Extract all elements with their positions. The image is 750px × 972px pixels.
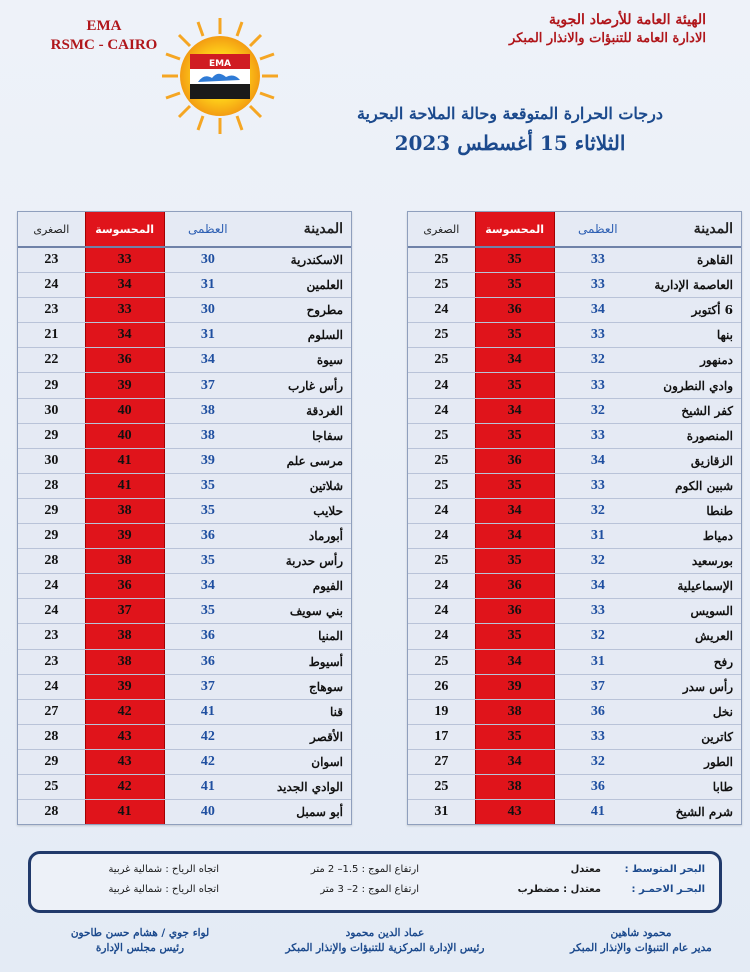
max-temp-cell: 37: [590, 678, 605, 694]
table-row: [18, 323, 351, 348]
table-row: [408, 800, 741, 824]
city-cell: بنها: [716, 328, 733, 343]
table-row: [18, 348, 351, 373]
city-cell: رأس حدربة: [285, 554, 343, 569]
min-temp-cell: 25: [434, 779, 449, 795]
organization-name: [509, 12, 706, 46]
signature-name: لواء جوي / هشام حسن طاحون: [70, 927, 210, 939]
feels-like-cell: 38: [85, 549, 165, 573]
min-temp-cell: 24: [434, 603, 449, 619]
table-row: [18, 574, 351, 599]
feels-like-cell: 39: [85, 675, 165, 699]
city-cell: طنطا: [706, 503, 733, 518]
feels-like-cell: 41: [85, 449, 165, 473]
feels-like-cell: 43: [85, 750, 165, 774]
header-max: العظمى: [188, 222, 228, 236]
feels-like-cell: 35: [475, 373, 555, 397]
sea-state: معتدل: [570, 864, 601, 875]
max-temp-cell: 32: [590, 628, 605, 644]
header-min: الصغرى: [33, 222, 70, 236]
table-row: [408, 474, 741, 499]
table-row: [408, 675, 741, 700]
max-temp-cell: 35: [200, 477, 215, 493]
max-temp-cell: 32: [590, 402, 605, 418]
max-temp-cell: 31: [200, 277, 215, 293]
city-cell: الغردقة: [306, 403, 343, 418]
table-row: [408, 725, 741, 750]
table-row: [18, 524, 351, 549]
min-temp-cell: 29: [44, 427, 59, 443]
city-cell: بورسعيد: [691, 554, 733, 569]
max-temp-cell: 34: [590, 452, 605, 468]
min-temp-cell: 19: [434, 703, 449, 719]
city-cell: سوهاج: [309, 679, 343, 694]
feels-like-cell: 35: [475, 725, 555, 749]
min-temp-cell: 25: [434, 277, 449, 293]
min-temp-cell: 31: [434, 804, 449, 820]
min-temp-cell: 27: [44, 703, 59, 719]
min-temp-cell: 27: [434, 753, 449, 769]
header-max: العظمى: [578, 222, 618, 236]
city-cell: المنصورة: [686, 428, 733, 443]
wave-height: ارتفاع الموج : 1.5– 2 متر: [310, 864, 419, 875]
city-cell: السلوم: [307, 328, 343, 343]
max-temp-cell: 33: [590, 277, 605, 293]
table-header: [408, 212, 741, 248]
feels-like-cell: 35: [475, 273, 555, 297]
feels-like-cell: 38: [85, 499, 165, 523]
feels-like-cell: 36: [85, 574, 165, 598]
wind-direction: اتجاه الرياح : شمالية غربية: [108, 864, 219, 875]
sea-name: البحر المتوسط :: [624, 864, 705, 875]
max-temp-cell: 32: [590, 502, 605, 518]
city-cell: دمياط: [702, 529, 733, 544]
table-row: [18, 449, 351, 474]
max-temp-cell: 36: [200, 628, 215, 644]
feels-like-cell: 35: [475, 549, 555, 573]
feels-like-cell: 39: [475, 675, 555, 699]
feels-like-cell: 43: [475, 800, 555, 824]
feels-like-cell: 35: [475, 424, 555, 448]
max-temp-cell: 32: [590, 753, 605, 769]
header-city: المدينة: [693, 221, 733, 237]
min-temp-cell: 29: [44, 377, 59, 393]
table-row: [408, 399, 741, 424]
city-cell: كاترين: [701, 729, 733, 744]
city-cell: الزقازيق: [690, 453, 733, 468]
city-cell: دمنهور: [700, 353, 733, 368]
feels-like-cell: 34: [475, 650, 555, 674]
table-row: [408, 424, 741, 449]
max-temp-cell: 36: [200, 528, 215, 544]
table-row: [408, 549, 741, 574]
table-row: [18, 675, 351, 700]
max-temp-cell: 42: [200, 753, 215, 769]
feels-like-cell: 39: [85, 373, 165, 397]
min-temp-cell: 28: [44, 553, 59, 569]
feels-like-cell: 41: [85, 800, 165, 824]
table-header: [18, 212, 351, 248]
max-temp-cell: 31: [590, 653, 605, 669]
feels-like-cell: 34: [85, 323, 165, 347]
feels-like-cell: 34: [85, 273, 165, 297]
table-row: [408, 750, 741, 775]
max-temp-cell: 33: [590, 427, 605, 443]
max-temp-cell: 36: [200, 653, 215, 669]
feels-like-cell: 36: [475, 574, 555, 598]
city-cell: الأقصر: [310, 729, 343, 744]
feels-like-cell: 36: [85, 348, 165, 372]
sea-row-mediterranean: [31, 864, 719, 884]
table-row: [408, 323, 741, 348]
min-temp-cell: 23: [44, 653, 59, 669]
max-temp-cell: 33: [590, 252, 605, 268]
table-row: [408, 624, 741, 649]
signature-central-director: [270, 927, 500, 954]
max-temp-cell: 33: [590, 327, 605, 343]
table-row: [18, 624, 351, 649]
feels-like-cell: 36: [475, 449, 555, 473]
feels-like-cell: 35: [475, 474, 555, 498]
max-temp-cell: 40: [200, 804, 215, 820]
max-temp-cell: 34: [590, 302, 605, 318]
max-temp-cell: 32: [590, 553, 605, 569]
signature-chairman: [40, 927, 240, 954]
min-temp-cell: 25: [434, 352, 449, 368]
max-temp-cell: 35: [200, 553, 215, 569]
ema-logo-icon: [160, 16, 280, 136]
wave-height: ارتفاع الموج : 2– 3 متر: [320, 884, 419, 895]
city-cell: العريش: [694, 629, 733, 644]
min-temp-cell: 29: [44, 753, 59, 769]
max-temp-cell: 41: [200, 703, 215, 719]
table-row: [18, 775, 351, 800]
feels-like-cell: 38: [85, 624, 165, 648]
feels-like-cell: 36: [475, 599, 555, 623]
feels-like-cell: 42: [85, 700, 165, 724]
max-temp-cell: 36: [590, 703, 605, 719]
min-temp-cell: 29: [44, 528, 59, 544]
table-row: [408, 650, 741, 675]
city-cell: أبورماد: [308, 529, 343, 544]
feels-like-cell: 39: [85, 524, 165, 548]
city-cell: 6 أكتوبر: [691, 303, 733, 318]
signature-name: عماد الدين محمود: [345, 927, 425, 939]
max-temp-cell: 34: [200, 352, 215, 368]
table-row: [18, 248, 351, 273]
city-cell: نخل: [712, 704, 733, 719]
city-cell: الوادي الجديد: [276, 780, 343, 795]
max-temp-cell: 37: [200, 377, 215, 393]
city-cell: رفح: [713, 654, 733, 669]
table-row: [408, 574, 741, 599]
max-temp-cell: 35: [200, 502, 215, 518]
min-temp-cell: 25: [434, 653, 449, 669]
max-temp-cell: 33: [590, 728, 605, 744]
min-temp-cell: 24: [44, 603, 59, 619]
city-cell: حلايب: [313, 503, 343, 518]
table-row: [408, 599, 741, 624]
rsmc-label: RSMC - CAIRO: [50, 37, 158, 53]
city-cell: شبين الكوم: [675, 478, 733, 493]
ema-label: EMA: [86, 18, 122, 34]
table-row: [18, 399, 351, 424]
feels-like-cell: 38: [475, 700, 555, 724]
table-row: [18, 474, 351, 499]
max-temp-cell: 39: [200, 452, 215, 468]
city-cell: العلمين: [306, 278, 343, 293]
city-cell: مطروح: [306, 303, 343, 318]
max-temp-cell: 37: [200, 678, 215, 694]
feels-like-cell: 33: [85, 298, 165, 322]
min-temp-cell: 25: [434, 477, 449, 493]
max-temp-cell: 30: [200, 302, 215, 318]
city-cell: سيوة: [316, 353, 343, 368]
table-row: [408, 373, 741, 398]
min-temp-cell: 24: [434, 578, 449, 594]
table-row: [18, 599, 351, 624]
feels-like-cell: 38: [475, 775, 555, 799]
feels-like-cell: 34: [475, 499, 555, 523]
feels-like-cell: 41: [85, 474, 165, 498]
sea-name: البحـر الاحمـر :: [631, 884, 705, 895]
min-temp-cell: 28: [44, 728, 59, 744]
min-temp-cell: 25: [434, 327, 449, 343]
min-temp-cell: 28: [44, 477, 59, 493]
max-temp-cell: 35: [200, 603, 215, 619]
min-temp-cell: 28: [44, 804, 59, 820]
city-cell: أبو سمبل: [296, 805, 343, 820]
max-temp-cell: 41: [590, 804, 605, 820]
header-min: الصغرى: [423, 222, 460, 236]
min-temp-cell: 25: [434, 252, 449, 268]
signature-forecast-director: [546, 927, 736, 954]
table-row: [18, 298, 351, 323]
table-row: [18, 373, 351, 398]
table-row: [18, 549, 351, 574]
city-cell: القاهرة: [697, 253, 733, 268]
city-cell: سفاجا: [312, 428, 343, 443]
min-temp-cell: 24: [44, 678, 59, 694]
feels-like-cell: 38: [85, 650, 165, 674]
header-feel: المحسوسة: [85, 212, 165, 246]
city-cell: كفر الشيخ: [681, 403, 733, 418]
title-date: الثلاثاء 15 أغسطس 2023: [394, 131, 626, 155]
min-temp-cell: 24: [434, 377, 449, 393]
logo-text: EMA: [208, 59, 232, 69]
max-temp-cell: 38: [200, 427, 215, 443]
min-temp-cell: 30: [44, 452, 59, 468]
page-title: [300, 104, 720, 155]
table-row: [408, 524, 741, 549]
forecast-table-left: [17, 211, 352, 825]
city-cell: بني سويف: [289, 604, 343, 619]
min-temp-cell: 25: [434, 427, 449, 443]
city-cell: قنا: [329, 704, 343, 719]
city-cell: السويس: [690, 604, 733, 619]
city-cell: العاصمة الإدارية: [654, 278, 733, 293]
min-temp-cell: 24: [434, 502, 449, 518]
city-cell: أسيوط: [308, 654, 343, 669]
min-temp-cell: 25: [434, 553, 449, 569]
min-temp-cell: 29: [44, 502, 59, 518]
table-row: [18, 725, 351, 750]
table-row: [18, 650, 351, 675]
feels-like-cell: 42: [85, 775, 165, 799]
min-temp-cell: 21: [44, 327, 59, 343]
min-temp-cell: 24: [44, 277, 59, 293]
ema-heading: [44, 18, 164, 54]
wind-direction: اتجاه الرياح : شمالية غربية: [108, 884, 219, 895]
table-row: [18, 499, 351, 524]
feels-like-cell: 33: [85, 248, 165, 272]
sea-row-red-sea: [31, 884, 719, 904]
table-row: [18, 700, 351, 725]
max-temp-cell: 34: [590, 578, 605, 594]
feels-like-cell: 34: [475, 348, 555, 372]
signature-name: محمود شاهين: [610, 927, 672, 939]
city-cell: شرم الشيخ: [675, 805, 733, 820]
table-row: [408, 248, 741, 273]
min-temp-cell: 23: [44, 252, 59, 268]
city-cell: الإسماعيلية: [677, 579, 733, 594]
min-temp-cell: 17: [434, 728, 449, 744]
feels-like-cell: 43: [85, 725, 165, 749]
org-line-1: الهيئة العامة للأرصاد الجوية: [549, 12, 706, 28]
max-temp-cell: 32: [590, 352, 605, 368]
min-temp-cell: 24: [44, 578, 59, 594]
table-row: [18, 750, 351, 775]
sea-state-box: [28, 851, 722, 913]
forecast-table-right: [407, 211, 742, 825]
table-row: [408, 775, 741, 800]
city-cell: مرسى علم: [286, 453, 343, 468]
city-cell: رأس سدر: [682, 679, 733, 694]
feels-like-cell: 34: [475, 750, 555, 774]
city-cell: اسوان: [311, 754, 343, 769]
max-temp-cell: 33: [590, 477, 605, 493]
table-row: [408, 273, 741, 298]
max-temp-cell: 38: [200, 402, 215, 418]
max-temp-cell: 33: [590, 603, 605, 619]
max-temp-cell: 33: [590, 377, 605, 393]
max-temp-cell: 31: [200, 327, 215, 343]
table-row: [408, 499, 741, 524]
feels-like-cell: 35: [475, 323, 555, 347]
min-temp-cell: 26: [434, 678, 449, 694]
city-cell: رأس غارب: [288, 378, 343, 393]
feels-like-cell: 40: [85, 399, 165, 423]
city-cell: الاسكندرية: [290, 253, 343, 268]
table-row: [18, 424, 351, 449]
feels-like-cell: 35: [475, 624, 555, 648]
feels-like-cell: 34: [475, 399, 555, 423]
min-temp-cell: 24: [434, 402, 449, 418]
table-row: [408, 700, 741, 725]
table-row: [18, 800, 351, 824]
min-temp-cell: 23: [44, 628, 59, 644]
feels-like-cell: 34: [475, 524, 555, 548]
max-temp-cell: 36: [590, 779, 605, 795]
city-cell: المنيا: [318, 629, 343, 644]
max-temp-cell: 41: [200, 779, 215, 795]
signature-role: رئيس مجلس الإدارة: [95, 942, 185, 954]
feels-like-cell: 35: [475, 248, 555, 272]
table-row: [408, 449, 741, 474]
min-temp-cell: 24: [434, 528, 449, 544]
table-row: [18, 273, 351, 298]
table-row: [408, 348, 741, 373]
city-cell: شلاتين: [309, 478, 343, 493]
min-temp-cell: 23: [44, 302, 59, 318]
min-temp-cell: 24: [434, 628, 449, 644]
signature-role: رئيس الإدارة المركزية للتنبؤات والإنذار المبكر: [285, 942, 485, 954]
min-temp-cell: 25: [44, 779, 59, 795]
table-row: [408, 298, 741, 323]
min-temp-cell: 25: [434, 452, 449, 468]
feels-like-cell: 40: [85, 424, 165, 448]
header-feel: المحسوسة: [475, 212, 555, 246]
city-cell: طابا: [712, 780, 733, 795]
org-line-2: الادارة العامة للتنبؤات والانذار المبكر: [509, 31, 706, 46]
max-temp-cell: 31: [590, 528, 605, 544]
min-temp-cell: 22: [44, 352, 59, 368]
feels-like-cell: 37: [85, 599, 165, 623]
sea-state: معتدل : مضطرب: [517, 884, 601, 895]
city-cell: وادي النطرون: [663, 378, 733, 393]
feels-like-cell: 36: [475, 298, 555, 322]
city-cell: الطور: [704, 754, 733, 769]
city-cell: الفيوم: [312, 579, 343, 594]
max-temp-cell: 30: [200, 252, 215, 268]
min-temp-cell: 24: [434, 302, 449, 318]
max-temp-cell: 42: [200, 728, 215, 744]
header-city: المدينة: [303, 221, 343, 237]
signature-role: مدير عام التنبؤات والإنذار المبكر: [570, 942, 712, 954]
min-temp-cell: 30: [44, 402, 59, 418]
max-temp-cell: 34: [200, 578, 215, 594]
title-line-1: درجات الحرارة المتوقعة وحالة الملاحة البحرية: [356, 104, 664, 123]
